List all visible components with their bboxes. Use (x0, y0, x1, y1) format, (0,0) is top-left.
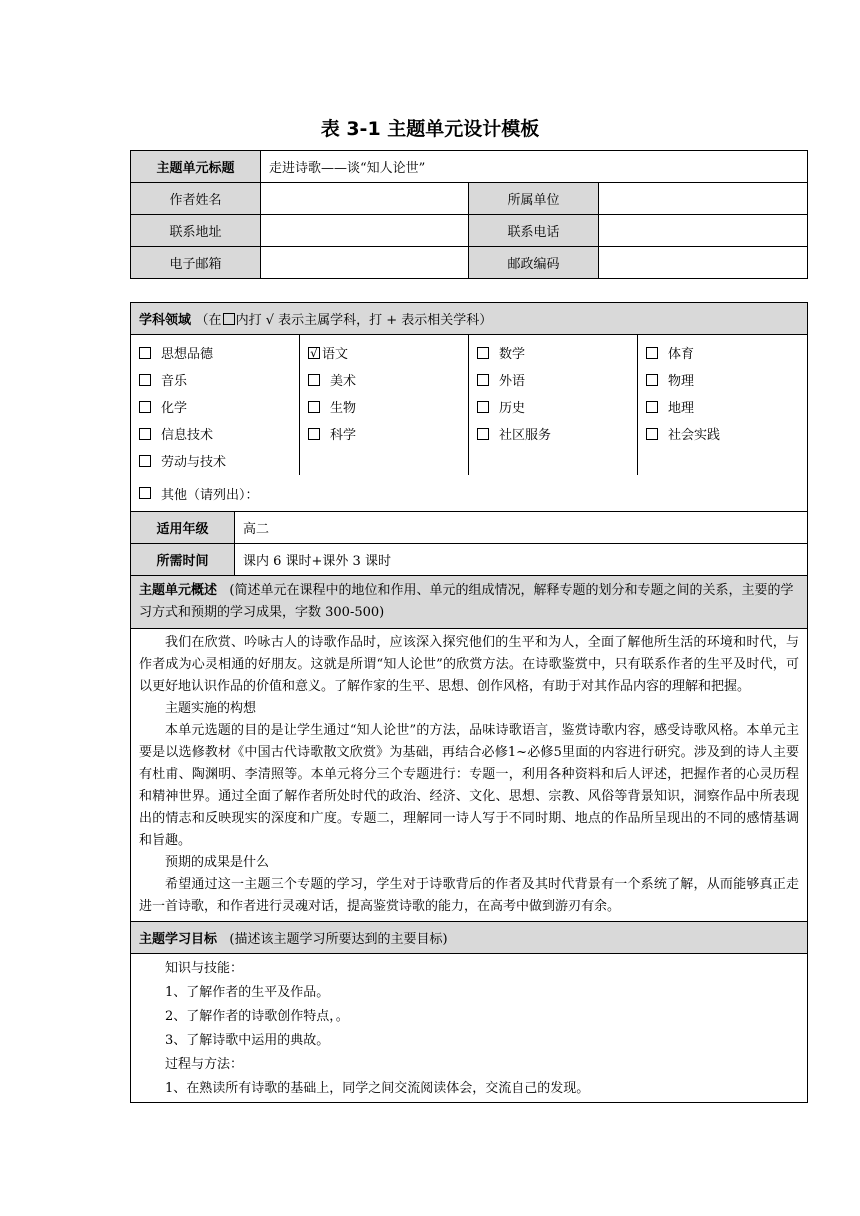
subject-option[interactable]: 劳动与技术 (139, 447, 299, 474)
overview-paragraph: 我们在欣赏、吟咏古人的诗歌作品时，应该深入探究他们的生平和为人，全面了解他所生活的环境和时代，与作者成为心灵相通的好朋友。这就是所谓“知人论世”的欣赏方法。在诗歌鉴赏中，只有联系作者的生平及时代，可以更好地认识作品的价值和意义。了解作家的生平、思想、创作风格，有助于对其作品内容的理解和把握。 (139, 635, 799, 694)
checkbox-icon[interactable] (308, 428, 320, 440)
design-table (130, 302, 808, 1103)
overview-content[interactable] (131, 629, 808, 922)
subject-option[interactable]: 化学 (139, 393, 299, 420)
address-field[interactable] (261, 215, 469, 247)
checkbox-sample-icon (223, 313, 235, 325)
checkbox-icon[interactable] (308, 374, 320, 386)
subject-column-2 (300, 335, 469, 475)
time-field[interactable]: 课内 6 课时+课外 3 课时 (235, 544, 808, 576)
email-label: 电子邮箱 (131, 247, 261, 279)
goal-line: 1、在熟读所有诗歌的基础上，同学之间交流阅读体会，交流自己的发现。 (165, 1081, 590, 1096)
subject-option[interactable]: 科学 (308, 420, 468, 447)
subject-column-1 (131, 335, 300, 475)
subject-option-chinese[interactable]: √ 语文 (308, 339, 468, 366)
subject-option[interactable]: 信息技术 (139, 420, 299, 447)
checkbox-icon[interactable] (477, 401, 489, 413)
goal-line: 过程与方法： (165, 1057, 244, 1072)
page-title: 表 3-1 主题单元设计模板 (320, 118, 540, 140)
checkbox-icon[interactable] (139, 401, 151, 413)
address-label: 联系地址 (131, 215, 261, 247)
subject-option[interactable]: 数学 (477, 339, 637, 366)
checkbox-icon[interactable] (139, 487, 151, 499)
checkbox-icon[interactable] (477, 374, 489, 386)
subject-checklist (131, 335, 808, 512)
subject-option[interactable]: 历史 (477, 393, 637, 420)
subject-option[interactable]: 生物 (308, 393, 468, 420)
checkbox-icon[interactable] (477, 428, 489, 440)
overview-paragraph: 本单元选题的目的是让学生通过“知人论世”的方法，品味诗歌语言，鉴赏诗歌内容，感受诗歌风格。本单元主要是以选修教材《中国古代诗歌散文欣赏》为基础，再结合必修1~必修5里面的内容进行研究。涉及到的诗人主要有杜甫、陶渊明、李清照等。本单元将分三个专题进行：专题一，利用各种资料和后人评述，把握作者的心灵历程和精神世界。通过全面了解作者所处时代的政治、经济、文化、思想、宗教、风俗等背景知识，洞察作品中所表现出的情志和反映现实的深度和广度。专题二，理解同一诗人写于不同时期、地点的作品所呈现出的不同的感情基调和旨趣。 (139, 723, 799, 848)
subject-option[interactable]: 美术 (308, 366, 468, 393)
subject-option-other[interactable]: 其他（请列出）： (131, 475, 807, 511)
postcode-field[interactable] (599, 247, 808, 279)
email-field[interactable] (261, 247, 469, 279)
basic-info-table (130, 150, 808, 279)
subject-option[interactable]: 外语 (477, 366, 637, 393)
organization-field[interactable] (599, 183, 808, 215)
time-label: 所需时间 (131, 544, 235, 576)
subject-area-note: （在 内打 √ 表示主属学科，打 + 表示相关学科） (195, 313, 493, 328)
checkbox-icon[interactable] (308, 401, 320, 413)
overview-title: 主题单元概述 (139, 583, 218, 598)
overview-subheading: 预期的成果是什么 (165, 855, 270, 870)
goal-line: 知识与技能： (165, 961, 244, 976)
goal-line: 2、了解作者的诗歌创作特点，。 (165, 1009, 349, 1024)
goal-line: 3、了解诗歌中运用的典故。 (165, 1033, 330, 1048)
goals-content[interactable] (131, 954, 808, 1103)
overview-paragraph: 希望通过这一主题三个专题的学习，学生对于诗歌背后的作者及其时代背景有一个系统了解，从而能够真正走进一首诗歌，和作者进行灵魂对话，提高鉴赏诗歌的能力，在高考中做到游刃有余。 (139, 877, 799, 914)
subject-option[interactable]: 地理 (646, 393, 806, 420)
checkbox-checked-icon[interactable]: √ (308, 347, 320, 359)
goals-title: 主题学习目标 (139, 932, 218, 947)
checkbox-icon[interactable] (646, 401, 658, 413)
checkbox-icon[interactable] (646, 347, 658, 359)
goal-line: 1、了解作者的生平及作品。 (165, 985, 330, 1000)
checkbox-icon[interactable] (139, 428, 151, 440)
author-name-field[interactable] (261, 183, 469, 215)
subject-area-header (131, 303, 808, 335)
goals-note: (描述该主题学习所要达到的主要目标) (229, 932, 448, 947)
subject-option[interactable]: 社区服务 (477, 420, 637, 447)
grade-label: 适用年级 (131, 512, 235, 544)
subject-area-title: 学科领域 (139, 313, 192, 328)
subject-column-4 (638, 335, 806, 475)
organization-label: 所属单位 (469, 183, 599, 215)
overview-header (131, 576, 808, 629)
checkbox-icon[interactable] (477, 347, 489, 359)
overview-note: (简述单元在课程中的地位和作用、单元的组成情况，解释专题的划分和专题之间的关系，主要的学习方式和预期的学习成果，字数 300-500) (139, 583, 794, 620)
goals-header (131, 922, 808, 954)
grade-field[interactable]: 高二 (235, 512, 808, 544)
subject-option[interactable]: 音乐 (139, 366, 299, 393)
phone-field[interactable] (599, 215, 808, 247)
subject-option[interactable]: 社会实践 (646, 420, 806, 447)
checkbox-icon[interactable] (139, 374, 151, 386)
subject-column-3 (469, 335, 638, 475)
subject-option[interactable]: 物理 (646, 366, 806, 393)
unit-title-field[interactable]: 走进诗歌——谈“知人论世” (261, 151, 808, 183)
author-name-label: 作者姓名 (131, 183, 261, 215)
overview-subheading: 主题实施的构想 (165, 701, 257, 716)
subject-option[interactable]: 思想品德 (139, 339, 299, 366)
phone-label: 联系电话 (469, 215, 599, 247)
checkbox-icon[interactable] (139, 455, 151, 467)
postcode-label: 邮政编码 (469, 247, 599, 279)
checkbox-icon[interactable] (139, 347, 151, 359)
checkbox-icon[interactable] (646, 374, 658, 386)
unit-title-label: 主题单元标题 (131, 151, 261, 183)
checkbox-icon[interactable] (646, 428, 658, 440)
subject-option[interactable]: 体育 (646, 339, 806, 366)
